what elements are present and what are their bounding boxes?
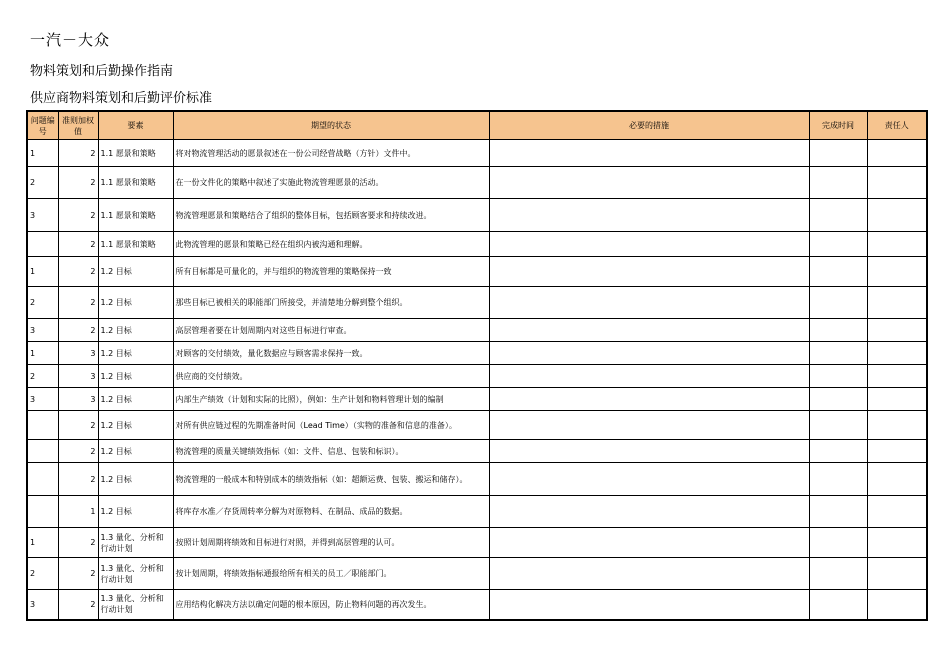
cell-weight: 2 (58, 199, 98, 232)
cell-element: 1.1 愿景和策略 (98, 167, 173, 199)
cell-measures (489, 388, 809, 411)
cell-measures (489, 287, 809, 319)
cell-expected-state: 高层管理者要在计划周期内对这些目标进行审查。 (173, 319, 489, 342)
table-row (27, 319, 927, 342)
cell-expected-state: 那些目标已被相关的职能部门所接受，并清楚地分解到整个组织。 (173, 287, 489, 319)
cell-responsible (867, 342, 927, 365)
table-row (27, 287, 927, 319)
col-header-no: 问题编号 (27, 111, 58, 140)
cell-question-no: 3 (27, 319, 58, 342)
cell-weight: 2 (58, 287, 98, 319)
cell-weight: 3 (58, 388, 98, 411)
cell-expected-state: 将对物流管理活动的愿景叙述在一份公司经营战略（方针）文件中。 (173, 140, 489, 167)
cell-question-no: 3 (27, 388, 58, 411)
cell-weight: 2 (58, 232, 98, 257)
cell-measures (489, 319, 809, 342)
cell-responsible (867, 558, 927, 590)
cell-responsible (867, 365, 927, 388)
col-header-state: 期望的状态 (173, 111, 489, 140)
cell-completion-date (809, 440, 867, 463)
cell-expected-state: 对顾客的交付绩效，量化数据应与顾客需求保持一致。 (173, 342, 489, 365)
cell-element: 1.3 量化、分析和行动计划 (98, 558, 173, 590)
cell-weight: 3 (58, 342, 98, 365)
cell-expected-state: 所有目标都是可量化的，并与组织的物流管理的策略保持一致 (173, 257, 489, 287)
cell-responsible (867, 319, 927, 342)
cell-element: 1.2 目标 (98, 319, 173, 342)
cell-question-no (27, 463, 58, 496)
cell-measures (489, 140, 809, 167)
guide-title: 物料策划和后勤操作指南 (30, 64, 174, 79)
cell-weight: 2 (58, 440, 98, 463)
cell-element: 1.2 目标 (98, 342, 173, 365)
cell-element: 1.1 愿景和策略 (98, 140, 173, 167)
cell-completion-date (809, 411, 867, 440)
cell-weight: 2 (58, 528, 98, 558)
cell-expected-state: 此物流管理的愿景和策略已经在组织内被沟通和理解。 (173, 232, 489, 257)
cell-completion-date (809, 199, 867, 232)
col-header-measures: 必要的措施 (489, 111, 809, 140)
cell-measures (489, 528, 809, 558)
cell-question-no (27, 411, 58, 440)
table-row (27, 257, 927, 287)
cell-responsible (867, 199, 927, 232)
cell-element: 1.3 量化、分析和行动计划 (98, 528, 173, 558)
cell-question-no: 3 (27, 590, 58, 620)
cell-expected-state: 按照计划周期将绩效和目标进行对照，并得到高层管理的认可。 (173, 528, 489, 558)
cell-completion-date (809, 257, 867, 287)
cell-completion-date (809, 140, 867, 167)
cell-question-no: 2 (27, 365, 58, 388)
table-row (27, 558, 927, 590)
cell-expected-state: 按计划周期，将绩效指标通报给所有相关的员工／职能部门。 (173, 558, 489, 590)
cell-expected-state: 对所有供应链过程的先期准备时间（Lead Time）（实物的准备和信息的准备）。 (173, 411, 489, 440)
cell-question-no (27, 496, 58, 528)
cell-weight: 2 (58, 257, 98, 287)
table-body (27, 140, 927, 620)
cell-question-no: 3 (27, 199, 58, 232)
cell-expected-state: 物流管理的质量关键绩效指标（如：文件、信息、包装和标识）。 (173, 440, 489, 463)
cell-expected-state: 将库存水准／存货周转率分解为对原物料、在制品、成品的数据。 (173, 496, 489, 528)
cell-weight: 1 (58, 496, 98, 528)
cell-element: 1.2 目标 (98, 257, 173, 287)
cell-responsible (867, 287, 927, 319)
cell-responsible (867, 232, 927, 257)
cell-question-no: 2 (27, 558, 58, 590)
cell-completion-date (809, 388, 867, 411)
cell-completion-date (809, 365, 867, 388)
cell-measures (489, 440, 809, 463)
cell-weight: 2 (58, 590, 98, 620)
cell-responsible (867, 140, 927, 167)
evaluation-title: 供应商物料策划和后勤评价标准 (30, 91, 213, 106)
cell-measures (489, 496, 809, 528)
cell-weight: 2 (58, 167, 98, 199)
cell-completion-date (809, 167, 867, 199)
cell-measures (489, 257, 809, 287)
cell-question-no (27, 232, 58, 257)
cell-question-no: 1 (27, 140, 58, 167)
cell-measures (489, 167, 809, 199)
cell-question-no: 1 (27, 342, 58, 365)
col-header-responsible: 责任人 (867, 111, 927, 140)
table-header-row (27, 111, 927, 140)
table-row (27, 140, 927, 167)
cell-measures (489, 199, 809, 232)
cell-responsible (867, 463, 927, 496)
cell-completion-date (809, 463, 867, 496)
cell-responsible (867, 528, 927, 558)
cell-completion-date (809, 528, 867, 558)
cell-measures (489, 232, 809, 257)
cell-weight: 2 (58, 319, 98, 342)
cell-expected-state: 物流管理愿景和策略结合了组织的整体目标，包括顾客要求和持续改进。 (173, 199, 489, 232)
cell-expected-state: 应用结构化解决方法以确定问题的根本原因，防止物料问题的再次发生。 (173, 590, 489, 620)
table-row (27, 365, 927, 388)
cell-completion-date (809, 558, 867, 590)
table-row (27, 388, 927, 411)
cell-question-no: 2 (27, 167, 58, 199)
cell-element: 1.2 目标 (98, 463, 173, 496)
cell-measures (489, 463, 809, 496)
table-row (27, 528, 927, 558)
cell-element: 1.2 目标 (98, 365, 173, 388)
cell-element: 1.2 目标 (98, 388, 173, 411)
cell-element: 1.2 目标 (98, 411, 173, 440)
cell-element: 1.2 目标 (98, 496, 173, 528)
cell-responsible (867, 411, 927, 440)
cell-responsible (867, 590, 927, 620)
cell-responsible (867, 257, 927, 287)
cell-completion-date (809, 342, 867, 365)
cell-responsible (867, 167, 927, 199)
cell-expected-state: 内部生产绩效（计划和实际的比照），例如：生产计划和物料管理计划的编制 (173, 388, 489, 411)
cell-completion-date (809, 496, 867, 528)
table-row (27, 199, 927, 232)
col-header-weight: 准则加权值 (58, 111, 98, 140)
cell-weight: 2 (58, 463, 98, 496)
cell-weight: 3 (58, 365, 98, 388)
table-row (27, 440, 927, 463)
table-row (27, 232, 927, 257)
cell-question-no (27, 440, 58, 463)
cell-completion-date (809, 287, 867, 319)
cell-element: 1.1 愿景和策略 (98, 232, 173, 257)
col-header-date: 完成时间 (809, 111, 867, 140)
cell-expected-state: 物流管理的一般成本和特别成本的绩效指标（如：超额运费、包装、搬运和储存）。 (173, 463, 489, 496)
table-row (27, 167, 927, 199)
table-row (27, 463, 927, 496)
cell-element: 1.2 目标 (98, 287, 173, 319)
table-row (27, 342, 927, 365)
cell-completion-date (809, 319, 867, 342)
cell-expected-state: 在一份文件化的策略中叙述了实施此物流管理愿景的活动。 (173, 167, 489, 199)
cell-element: 1.1 愿景和策略 (98, 199, 173, 232)
cell-question-no: 2 (27, 287, 58, 319)
cell-element: 1.3 量化、分析和行动计划 (98, 590, 173, 620)
cell-expected-state: 供应商的交付绩效。 (173, 365, 489, 388)
cell-responsible (867, 496, 927, 528)
cell-weight: 2 (58, 140, 98, 167)
cell-responsible (867, 440, 927, 463)
cell-measures (489, 558, 809, 590)
cell-measures (489, 365, 809, 388)
cell-measures (489, 411, 809, 440)
table-row (27, 590, 927, 620)
cell-completion-date (809, 232, 867, 257)
cell-weight: 2 (58, 558, 98, 590)
cell-responsible (867, 388, 927, 411)
cell-question-no: 1 (27, 257, 58, 287)
evaluation-table (26, 110, 928, 621)
cell-measures (489, 342, 809, 365)
company-title: 一汽－大众 (30, 31, 111, 49)
cell-measures (489, 590, 809, 620)
cell-question-no: 1 (27, 528, 58, 558)
table-row (27, 411, 927, 440)
col-header-element: 要素 (98, 111, 173, 140)
cell-element: 1.2 目标 (98, 440, 173, 463)
table-row (27, 496, 927, 528)
cell-completion-date (809, 590, 867, 620)
cell-weight: 2 (58, 411, 98, 440)
